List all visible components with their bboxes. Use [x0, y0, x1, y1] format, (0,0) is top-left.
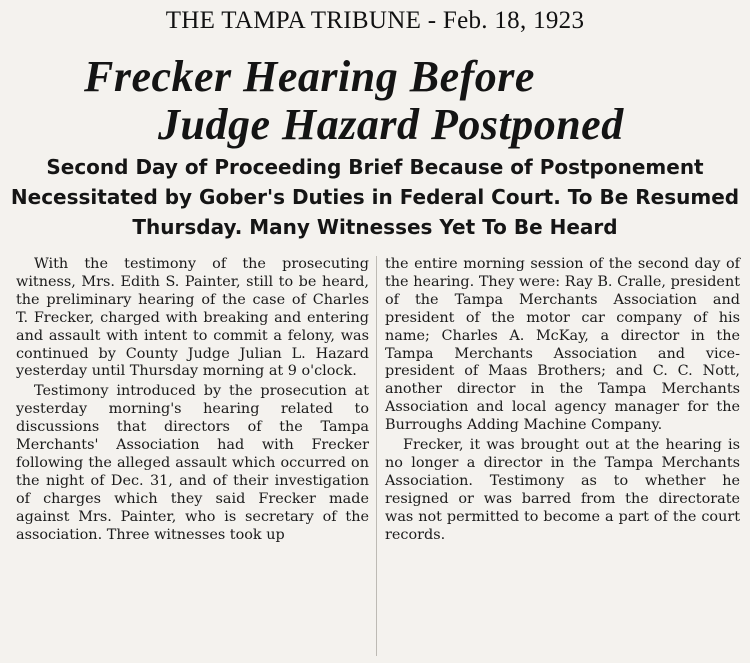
article-paragraph: Frecker, it was brought out at the hearing is no longer a director in the Tampa Merchants Association. Testimony as to whether he resigned or was barred from the directorate was not permitted to become a part of the court records. [385, 437, 740, 543]
headline-line-1: Frecker Hearing Before [84, 52, 535, 101]
article-paragraph: Testimony introduced by the prosecution at yesterday morning's hearing related to discussions that directors of the Tampa Merchants' Association had with Frecker following the alleged assault which occurred on the night of Dec. 31, and of their investigation of charges which they said Frecker made against Mrs. Painter, who is secretary of the association. Three witnesses took up [16, 383, 369, 543]
article-column-left [16, 256, 369, 545]
column-divider [376, 256, 377, 656]
article-paragraph: With the testimony of the prosecuting witness, Mrs. Edith S. Painter, still to be heard, the preliminary hearing of the case of Charles T. Frecker, charged with breaking and entering and assault with intent to commit a felony, was continued by County Judge Julian L. Hazard yesterday until Thursday morning at 9 o'clock. [16, 256, 369, 380]
headline-line-2: Judge Hazard Postponed [158, 100, 624, 149]
subheadline: Second Day of Proceeding Brief Because of Postponement Necessitated by Gober's Duties in Federal Court. To Be Resumed Thursday. Many Witnesses Yet To Be Heard [10, 155, 740, 239]
masthead: THE TAMPA TRIBUNE - Feb. 18, 1923 [165, 7, 585, 34]
article-paragraph: the entire morning session of the second day of the hearing. They were: Ray B. Cralle, president of the Tampa Merchants Association and president of the motor car company of his name; Charles A. McKay, a director in the Tampa Merchants Association and vice-president of Maas Brothers; and C. C. Nott, another director in the Tampa Merchants Association and local agency manager for the Burroughs Adding Machine Company. [385, 256, 740, 434]
article-column-right [385, 256, 740, 545]
